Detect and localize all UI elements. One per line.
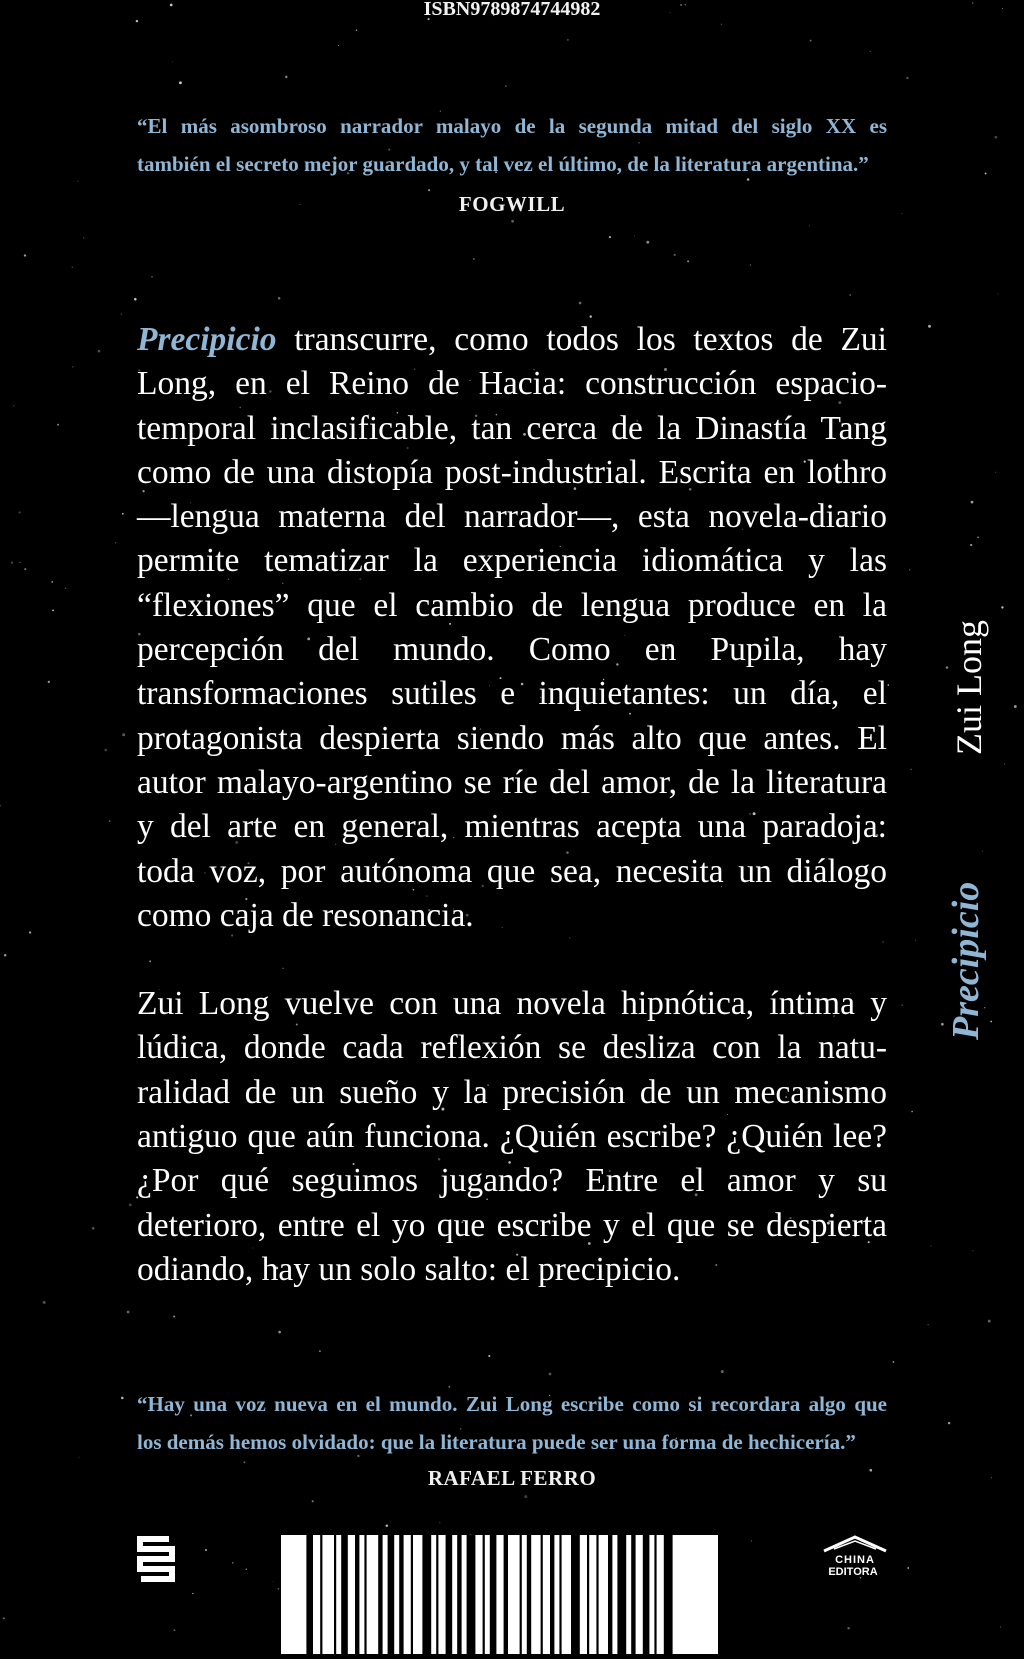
synopsis-paragraph-2: Zui Long vuelve con una novela hipnótica, íntima y lúdica, donde cada reflexión se desliza con la naturalidad de un sueño y la precisión de un mecanismo antiguo que aún funciona. ¿Quién escribe? ¿Quién lee? ¿Por qué seguimos jugando? Entre el amor y su deterioro, entre el yo que escribe y el que se despierta odiando, hay un solo salto: el precipicio.	[137, 985, 887, 1288]
spine-author-text: Zui Long	[949, 620, 989, 755]
bottom-blurb-author: RAFAEL FERRO	[427, 1466, 597, 1490]
top-blurb-quote	[137, 107, 887, 183]
synopsis-book-title: Precipicio	[137, 321, 277, 358]
bottom-blurb-quote	[137, 1385, 887, 1461]
synopsis-paragraph-1	[137, 318, 887, 938]
top-blurb-line-1: “El más asombroso narrador malayo de la segunda mitad del siglo XX es	[137, 114, 887, 138]
spine-title-text: Precipicio	[945, 881, 987, 1040]
top-blurb-author: FOGWILL	[458, 192, 566, 216]
top-blurb-line-2: también el secreto mejor guardado, y tal vez el último, de la literatura argentina.”	[137, 152, 869, 176]
roof-house-logo-icon	[820, 1535, 890, 1579]
synopsis-paragraph-1-text: transcurre, como todos los textos de Zui Long, en el Reino de Hacia: construcción espacio-temporal inclasificable, tan cerca de la Dinastía Tang como de una distopía post-industrial. Escrita en lothro —lengua materna del narrador—, esta novela-diario permite tematizar la experiencia idiomática y las “flexiones” que el cambio de lengua produce en la percepción del mundo. Como en Pupila, hay transformaciones sutiles e inquietantes: un día, el protagonista despierta siendo más alto que antes. El autor malayo-argentino se ríe del amor, de la literatura y del arte en general, mientras acepta una paradoja: toda voz, por autónoma que sea, necesita un diálogo como caja de resonancia.	[137, 321, 887, 934]
publisher-logo-line-1: CHINA	[835, 1554, 875, 1566]
publisher-logo-line-2: EDITORA	[828, 1566, 878, 1578]
barcode	[281, 1535, 718, 1654]
bottom-blurb-line-1: “Hay una voz nueva en el mundo. Zui Long escribe como si recordara algo que	[137, 1392, 887, 1416]
bottom-blurb-line-2: los demás hemos olvidado: que la literatura puede ser una forma de hechicería.”	[137, 1430, 856, 1454]
isbn-number: ISBN9789874744982	[423, 0, 601, 20]
synopsis-text	[137, 318, 887, 1292]
stacked-bars-logo-icon	[137, 1536, 177, 1582]
